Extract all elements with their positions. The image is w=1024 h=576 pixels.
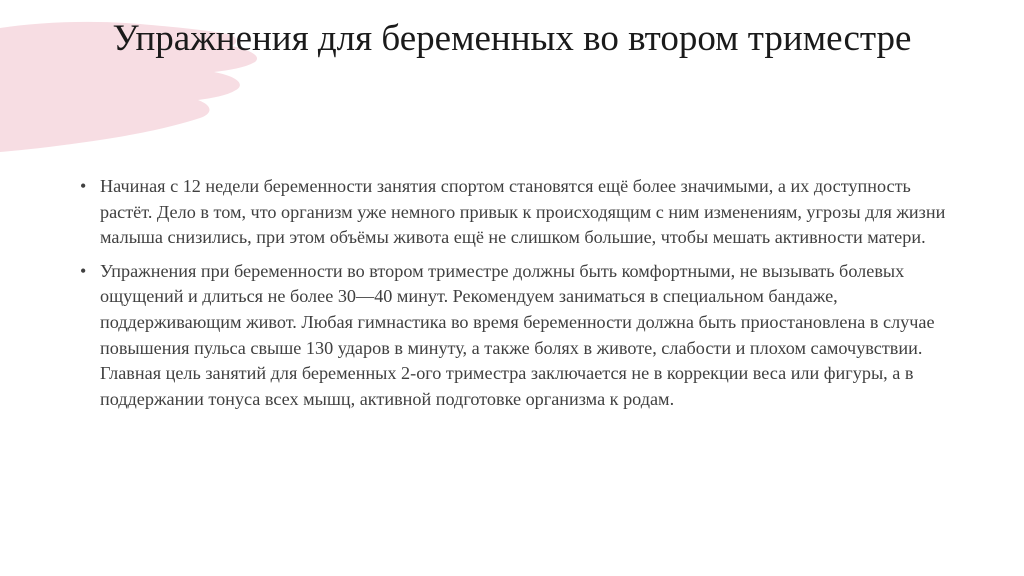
bullet-text: Упражнения при беременности во втором триместре должны быть комфортными, не вызывать болевых ощущений и длиться не более 30—40 минут. Рекомендуем заниматься в специальном бандаже, поддерживающим живот. Любая гимнастика во время беременности должна быть приостановлена в случае повышения пульса свыше 130 ударов в минуту, а также болях в животе, слабости и плохом самочувствии. Главная цель занятий для беременных 2-ого триместра заключается не в коррекции веса или фигуры, а в поддержании тонуса всех мышц, активной подготовке организма к родам. xyxy=(100,260,935,409)
bullet-text: Начиная с 12 недели беременности занятия спортом становятся ещё более значимыми, а их доступность растёт. Дело в том, что организм уже немного привык к происходящим с ним изменениям, угрозы для жизни малыша снизились, при этом объёмы живота ещё не слишком большие, чтобы мешать активности матери. xyxy=(100,176,946,248)
bullet-item xyxy=(78,259,958,413)
bullet-list xyxy=(78,174,958,420)
bullet-marker: • xyxy=(80,176,87,196)
bullet-item xyxy=(78,174,958,251)
bullet-marker: • xyxy=(80,260,87,281)
slide-title: Упражнения для беременных во втором триместре xyxy=(112,18,912,59)
